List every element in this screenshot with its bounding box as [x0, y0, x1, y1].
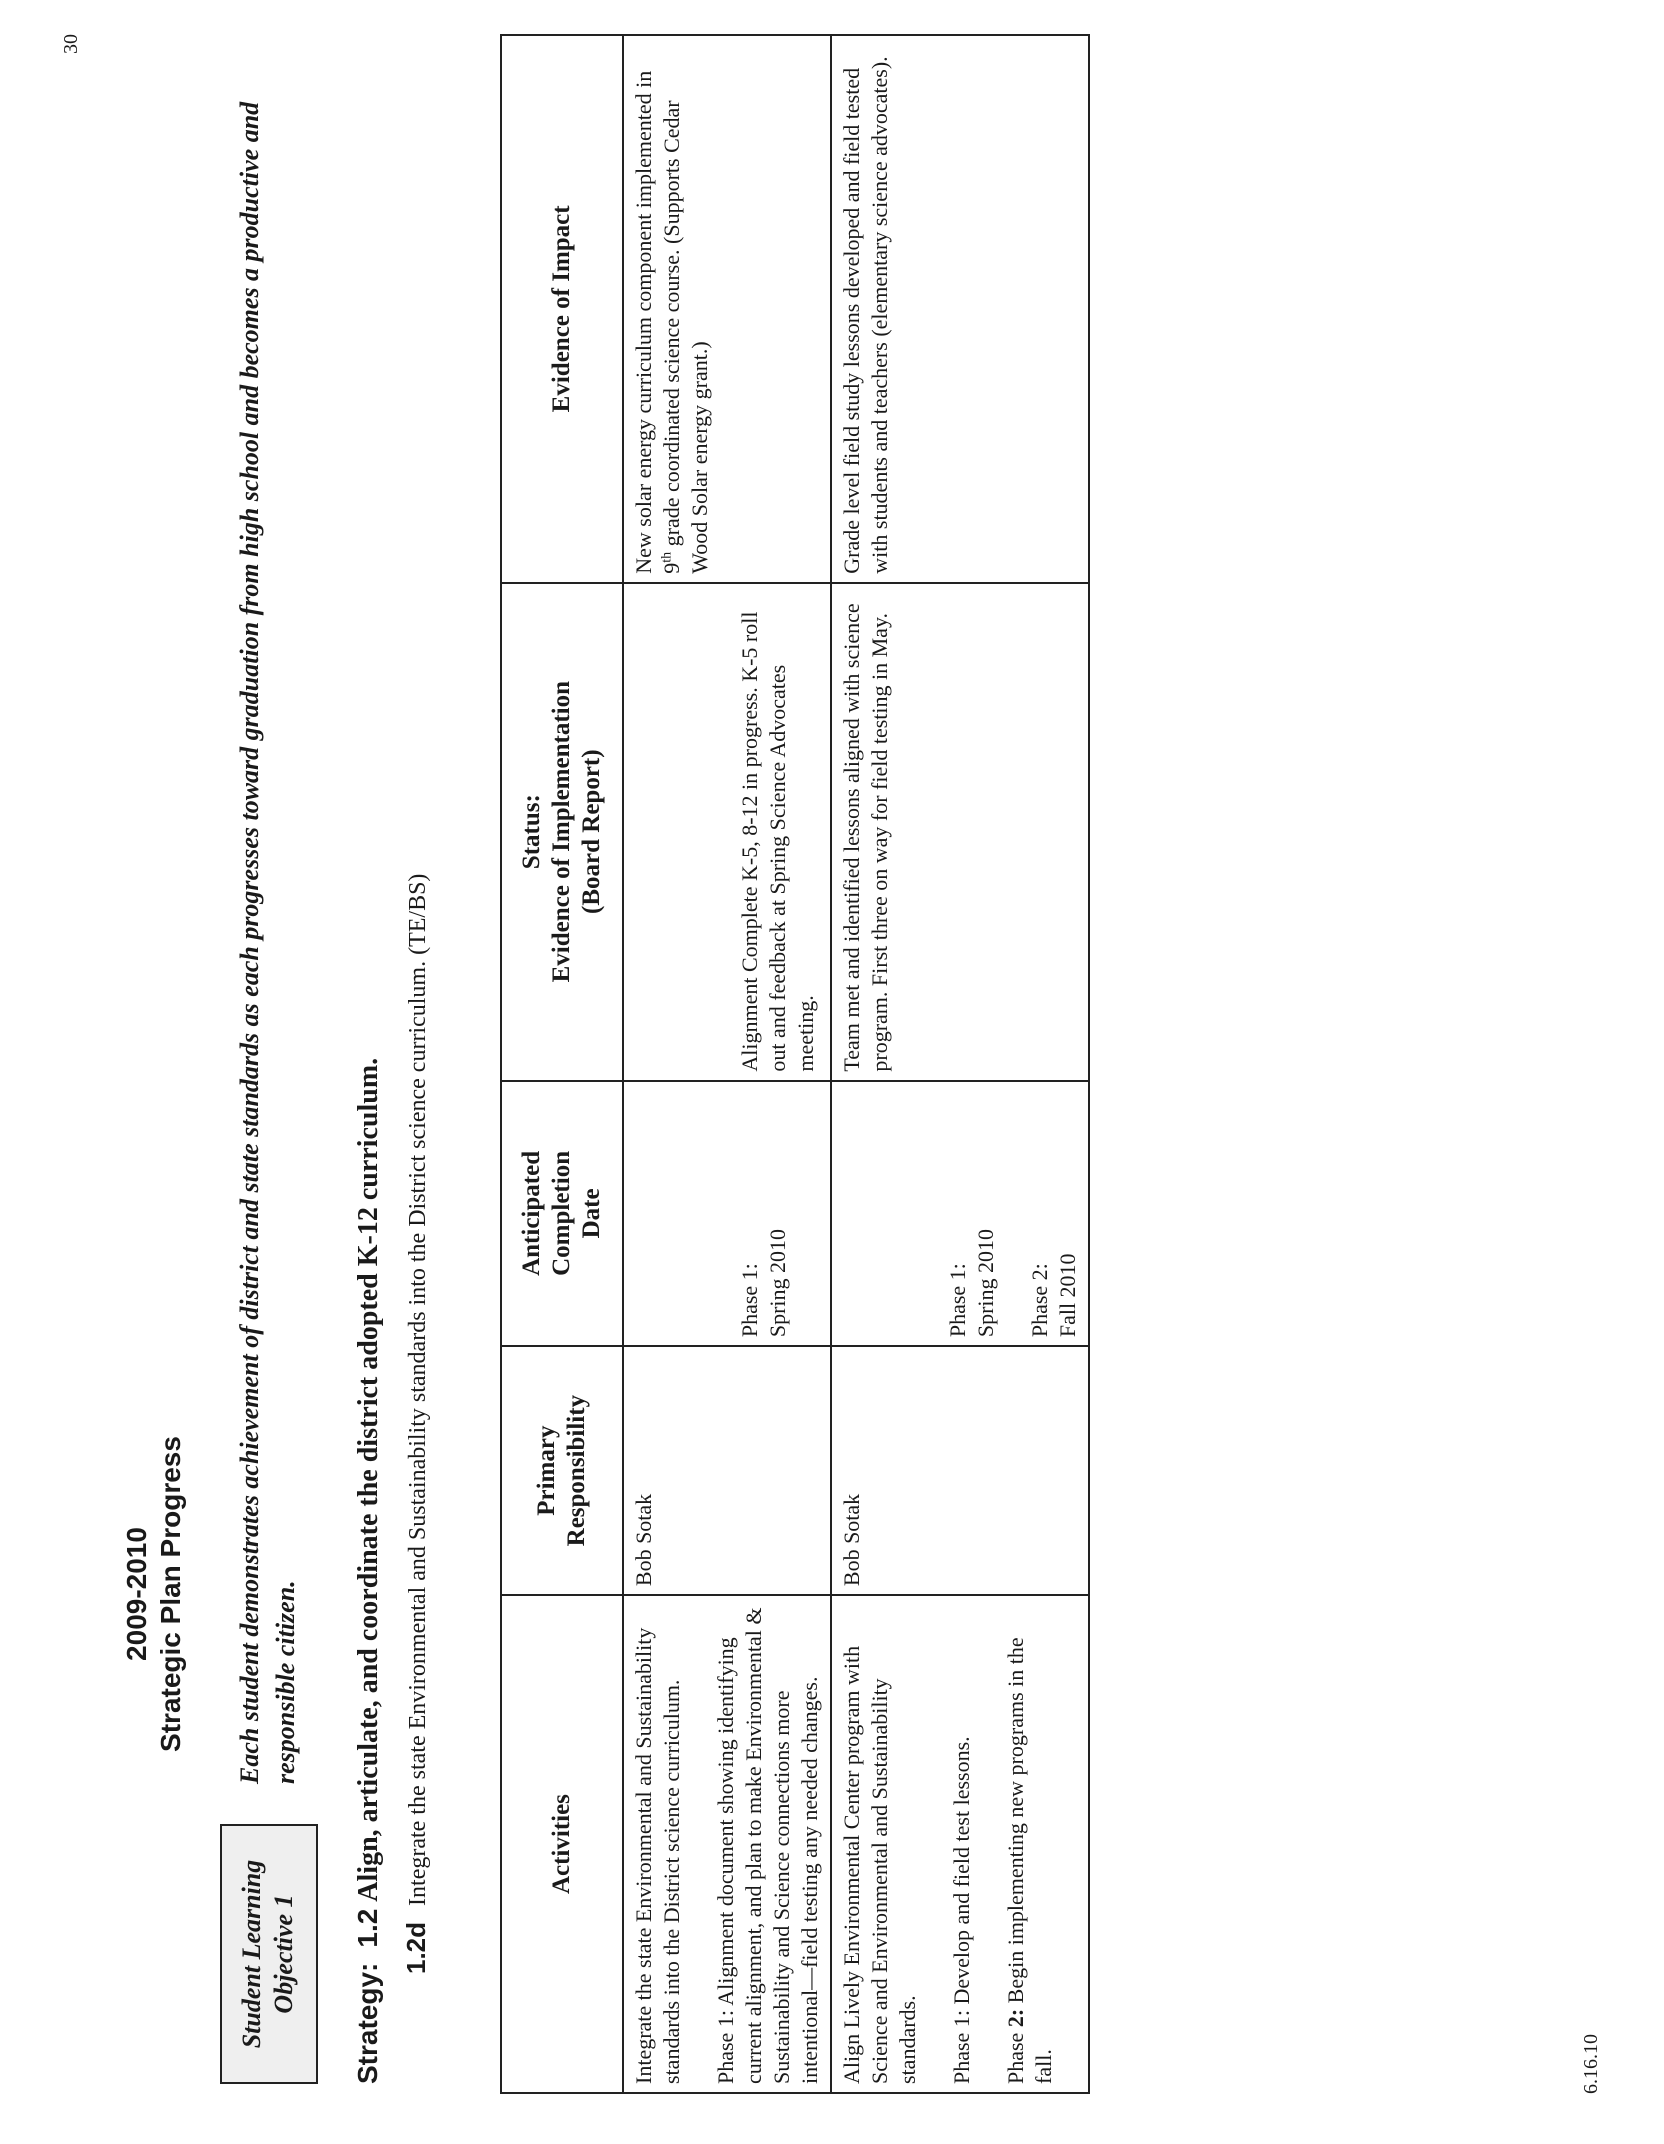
- activity-text: Align Lively Environmental Center program with Science and Environmental and Sustainability standards.: [839, 1645, 920, 2084]
- table-header-row: [501, 35, 623, 2093]
- header-evidence-of-impact: Evidence of Impact: [501, 35, 623, 583]
- impact-cell: New solar energy curriculum component implemented in 9th grade coordinated science course. (Supports Cedar Wood Solar energy grant.): [623, 35, 831, 583]
- completion-date-cell: Phase 1: Spring 2010: [623, 1081, 831, 1347]
- strategic-plan-table: [500, 34, 1090, 2094]
- objective-label-line2: Objective 1: [269, 1894, 298, 2014]
- footer-date: 6.16.10: [1580, 2034, 1602, 2094]
- impact-cell: Grade level field study lessons developed and field tested with students and teachers (elementary science advocates).: [831, 35, 1089, 583]
- strategy-number: 1.2: [352, 1908, 383, 1948]
- subgoal-id: 1.2d: [401, 1921, 431, 1974]
- activity-cell: [831, 1595, 1089, 2093]
- strategy-text: Align, articulate, and coordinate the district adopted K-12 curriculum.: [353, 1057, 384, 1902]
- activity-text: Integrate the state Environmental and Sustainability standards into the District science curriculum.: [631, 1627, 684, 2084]
- strategy-line: [350, 284, 387, 2084]
- activity-cell: [623, 1595, 831, 2093]
- header-status: Status: Evidence of Implementation (Board Report): [501, 583, 623, 1081]
- subgoal-text: Integrate the state Environmental and Sustainability standards into the District science curriculum. (TE/BS): [405, 873, 431, 1906]
- activity-phase-text: Phase 2: Begin implementing new programs in the fall.: [1003, 1637, 1056, 2084]
- page-number: 30: [60, 34, 82, 54]
- title-block: [120, 1044, 188, 2144]
- header-primary-responsibility: Primary Responsibility: [501, 1346, 623, 1595]
- activity-phase-text: Phase 1: Alignment document showing identifying current alignment, and plan to make Environmental & Sustainability and Science connections more intentional—field testing any needed changes.: [713, 1607, 822, 2084]
- table-row: [623, 35, 831, 2093]
- objective-label-line1: Student Learning: [237, 1859, 266, 2049]
- objective-text: Each student demonstrates achievement of district and state standards as each progresses toward graduation from high school and becomes a productive and responsible citizen.: [235, 101, 300, 1784]
- table-row: [831, 35, 1089, 2093]
- page-title: Strategic Plan Progress: [155, 1436, 186, 1752]
- responsibility-cell: Bob Sotak: [623, 1346, 831, 1595]
- status-cell: Alignment Complete K-5, 8-12 in progress. K-5 roll out and feedback at Spring Science Advocates meeting.: [623, 583, 831, 1081]
- subgoal-line: [400, 174, 434, 1974]
- strategy-label: Strategy:: [352, 1962, 383, 2084]
- objective-label-box: [220, 1824, 318, 2084]
- completion-date-cell: Phase 1: Spring 2010 Phase 2: Fall 2010: [831, 1081, 1089, 1347]
- header-completion-date: Anticipated Completion Date: [501, 1081, 623, 1347]
- title-year: 2009-2010: [121, 1527, 152, 1661]
- header-activities: Activities: [501, 1595, 623, 2093]
- responsibility-cell: Bob Sotak: [831, 1346, 1089, 1595]
- activity-phase-text: Phase 1: Develop and field test lessons.: [949, 1736, 974, 2084]
- status-cell: Team met and identified lessons aligned with science program. First three on way for field testing in May.: [831, 583, 1089, 1081]
